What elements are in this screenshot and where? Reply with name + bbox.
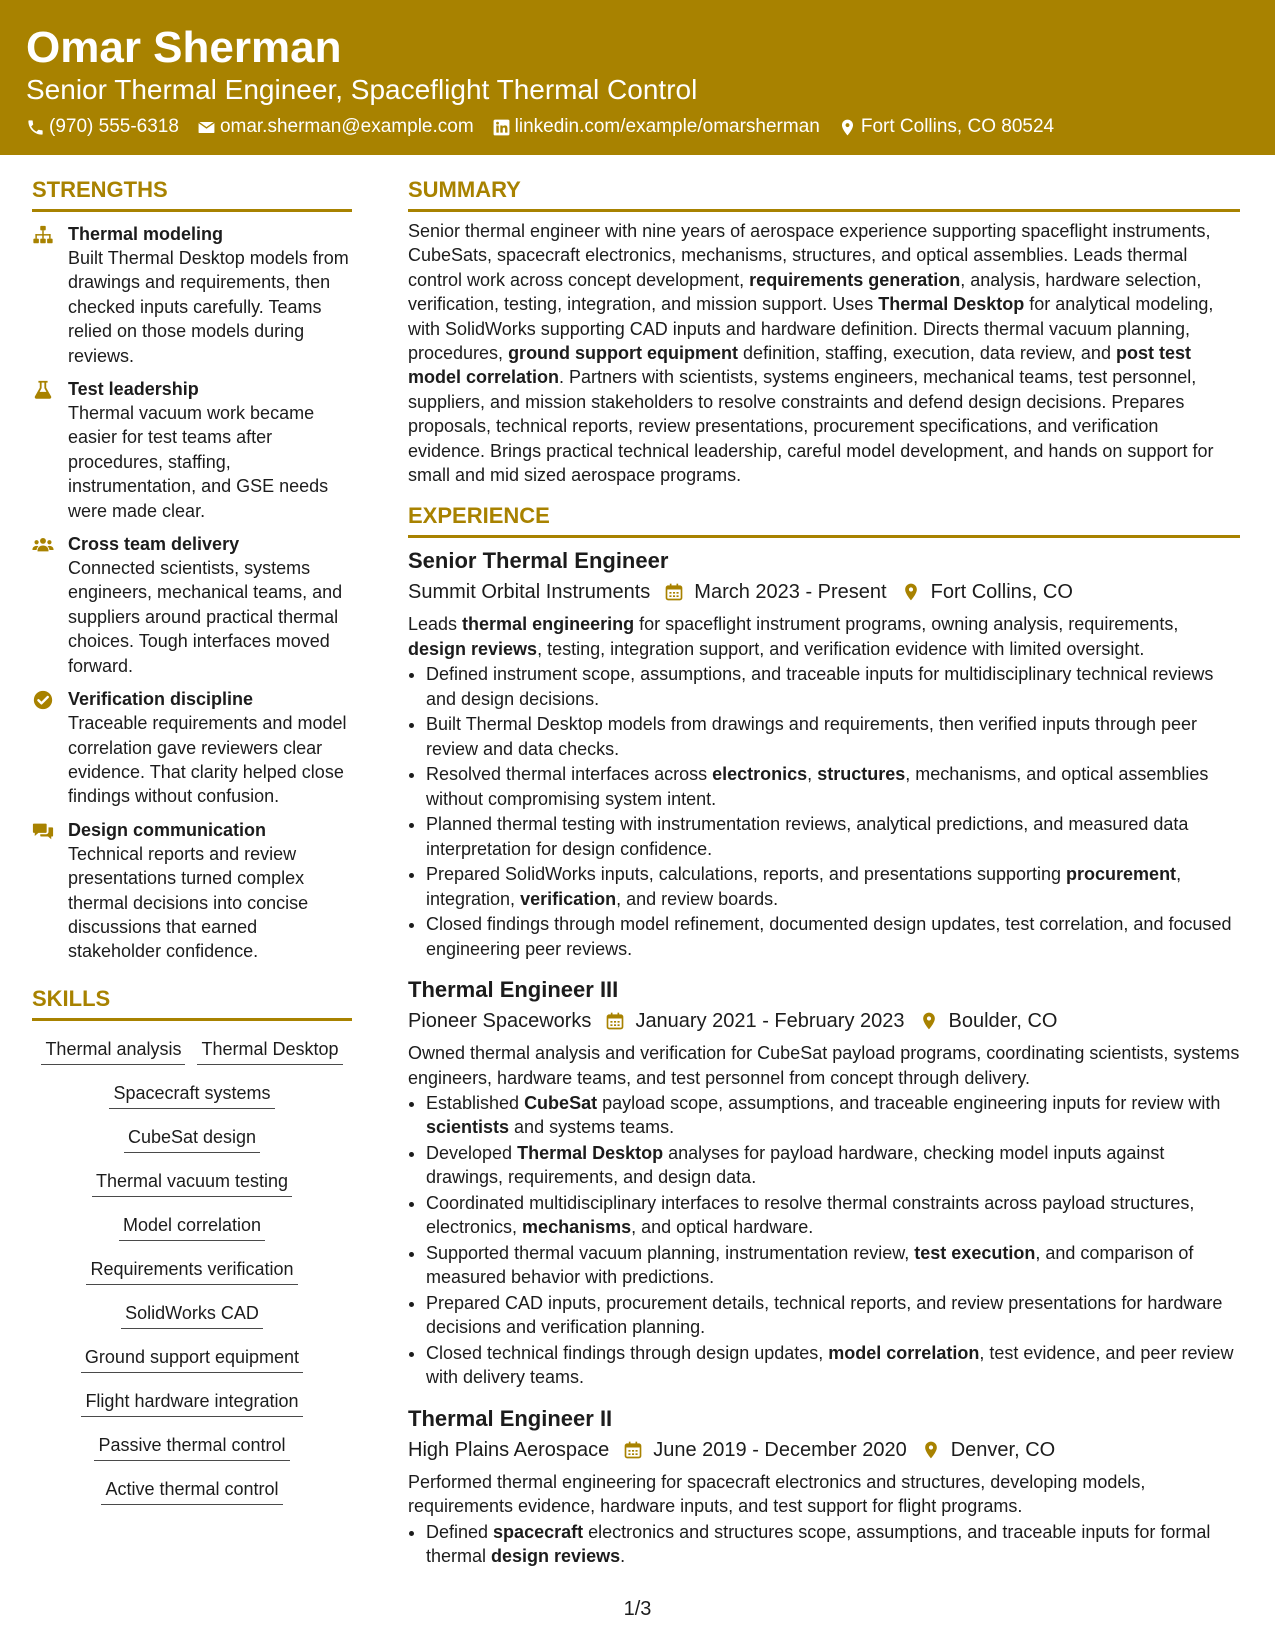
job-location: Boulder, CO <box>948 1010 1058 1033</box>
contact-linkedin[interactable] <box>492 115 820 139</box>
text-run: , and optical hardware. <box>631 1217 814 1238</box>
strength-item <box>32 532 352 678</box>
text-run: Built Thermal Desktop models from drawings and requirements, then verified inputs through peer review and data checks. <box>426 714 1198 759</box>
text-run: Leads <box>408 614 463 635</box>
strength-title: Verification discipline <box>68 689 254 710</box>
job-meta <box>408 1435 1240 1465</box>
strength-title: Test leadership <box>68 379 199 400</box>
summary-segment: . Partners with scientists, systems engineers, mechanical teams, test personnel, suppliers, and mission stakeholders to resolve constraints and defend design decisions. Prepares proposals, technical reports, review presentations, procurement specifications, and verification evidence. Brings practical technical leadership, careful model development, and hands on support for small and mid sized aerospace programs. <box>408 367 1214 486</box>
summary-keyword: requirements generation <box>749 269 961 290</box>
job-location-wrap <box>901 577 1073 607</box>
summary-segment: Senior thermal engineer with nine years of aerospace experience supporting spaceflight instruments, CubeSats, spacecraft electronics, mechanisms, structures, and optical assemblies. Leads thermal control work across concept development, <box>408 221 1211 290</box>
keyword: Thermal Desktop <box>517 1142 664 1163</box>
strength-description: Traceable requirements and model correlation gave reviewers clear evidence. That clarity helped close findings without confusion. <box>68 713 347 807</box>
job-meta <box>408 577 1240 607</box>
phone-number: (970) 555-6318 <box>49 116 179 137</box>
text-run: Coordinated multidisciplinary interfaces to resolve thermal constraints across payload structures, electronics, <box>426 1192 1195 1238</box>
keyword: structures <box>817 764 906 785</box>
text-run: Performed thermal engineering for spacecraft electronics and structures, developing models, requirements evidence, hardware inputs, and test support for flight programs. <box>408 1471 1146 1517</box>
text-run: Developed <box>426 1142 518 1163</box>
text-run: Prepared SolidWorks inputs, calculations, reports, and presentations supporting <box>426 864 1067 885</box>
skill-tag: Passive thermal control <box>94 1431 289 1461</box>
text-run: Prepared CAD inputs, procurement details, technical reports, and review presentations for hardware decisions and verification planning. <box>426 1292 1223 1338</box>
strengths-heading: STRENGTHS <box>32 175 352 212</box>
location-text: Fort Collins, CO 80524 <box>860 116 1055 137</box>
calendar-icon <box>605 1011 625 1031</box>
skill-tag: Requirements verification <box>86 1255 297 1285</box>
right-column <box>408 175 1240 1570</box>
keyword: procurement <box>1066 864 1177 885</box>
text-run: electronics and structures scope, assumptions, and traceable inputs for formal thermal <box>426 1521 1211 1566</box>
keyword: model correlation <box>828 1342 980 1363</box>
job-company: Summit Orbital Instruments <box>408 581 651 604</box>
bullet-item <box>426 862 1240 911</box>
skill-tag: Model correlation <box>119 1211 265 1241</box>
candidate-title: Senior Thermal Engineer, Spaceflight Thermal Control <box>26 74 698 105</box>
summary-segment: definition, staffing, execution, data review, and <box>738 343 1116 364</box>
skills-heading: SKILLS <box>32 984 352 1021</box>
users-icon <box>32 534 54 556</box>
job-bullets <box>408 1520 1240 1569</box>
strength-item <box>32 222 352 368</box>
bullet-item <box>426 912 1240 961</box>
job-intro <box>408 1041 1240 1090</box>
text-run: and systems teams. <box>509 1117 675 1138</box>
resume-header <box>0 0 1275 155</box>
keyword: scientists <box>426 1117 510 1138</box>
experience-section <box>408 501 1240 1568</box>
experience-heading: EXPERIENCE <box>408 501 1240 538</box>
text-run: Owned thermal analysis and verification for CubeSat payload programs, coordinating scientists, systems engineers, hardware teams, and test personnel from concept through delivery. <box>408 1043 1240 1088</box>
keyword: design reviews <box>491 1545 621 1566</box>
bullet-item <box>426 1341 1240 1390</box>
text-run: , testing, integration support, and verification evidence with limited oversight. <box>537 638 1145 659</box>
summary-heading: SUMMARY <box>408 175 1240 212</box>
bullet-item <box>426 1191 1240 1240</box>
calendar-icon <box>623 1440 643 1460</box>
left-column <box>32 175 352 1513</box>
skills-section <box>32 984 352 1513</box>
text-run: Supported thermal vacuum planning, instrumentation review, <box>426 1242 915 1263</box>
bullet-item <box>426 812 1240 861</box>
bullet-item <box>426 1141 1240 1190</box>
skill-tag: Thermal vacuum testing <box>92 1167 292 1197</box>
bullet-item <box>426 712 1240 761</box>
keyword: spacecraft <box>493 1521 584 1542</box>
keyword: CubeSat <box>524 1092 598 1113</box>
job-location: Fort Collins, CO <box>930 581 1073 604</box>
email-link[interactable]: omar.sherman@example.com <box>219 116 474 137</box>
job-dates-wrap <box>623 1435 907 1465</box>
comments-icon <box>32 820 54 842</box>
job-location: Denver, CO <box>950 1438 1056 1461</box>
map-pin-icon <box>921 1440 941 1460</box>
strength-description: Technical reports and review presentations turned complex thermal decisions into concise discussions that earned stakeholder confidence. <box>68 843 309 962</box>
linkedin-icon <box>492 118 511 137</box>
check-circle-icon <box>32 689 54 711</box>
text-run: for spaceflight instrument programs, owning analysis, requirements, <box>634 614 1179 635</box>
job-dates: March 2023 - Present <box>694 581 887 604</box>
text-run: , mechanisms, and optical assemblies without compromising system intent. <box>426 764 1209 809</box>
job-bullets <box>408 1091 1240 1390</box>
strength-description: Connected scientists, systems engineers, mechanical teams, and suppliers around practical thermal choices. Tough interfaces moved forward. <box>68 558 343 676</box>
envelope-icon <box>197 118 216 137</box>
job-title: Senior Thermal Engineer <box>408 548 669 574</box>
strength-title: Cross team delivery <box>68 534 240 555</box>
keyword: thermal engineering <box>462 614 635 635</box>
text-run: , and review boards. <box>616 888 779 909</box>
contact-location <box>838 115 1054 139</box>
contact-bar <box>26 115 1072 139</box>
contact-email[interactable] <box>197 115 474 139</box>
bullet-item <box>426 1291 1240 1340</box>
job-title: Thermal Engineer II <box>408 1405 613 1431</box>
summary-text <box>408 219 1240 487</box>
contact-phone <box>26 115 179 139</box>
job-dates: June 2019 - December 2020 <box>653 1438 907 1461</box>
text-run: Closed technical findings through design updates, <box>426 1342 829 1363</box>
job-location-wrap <box>919 1006 1058 1036</box>
skills-list <box>32 1029 352 1513</box>
job-entry <box>408 1404 1240 1569</box>
job-title: Thermal Engineer III <box>408 977 619 1003</box>
keyword: design reviews <box>408 638 538 659</box>
candidate-name: Omar Sherman <box>26 23 342 72</box>
text-run: payload scope, assumptions, and traceable engineering inputs for review with <box>597 1092 1221 1113</box>
skill-tag: Active thermal control <box>101 1475 282 1505</box>
job-intro <box>408 1470 1240 1519</box>
summary-segment: , analysis, hardware selection, verification, testing, integration, and mission support. Uses <box>408 269 1202 315</box>
summary-section <box>408 175 1240 487</box>
keyword: verification <box>520 888 617 909</box>
strength-description: Thermal vacuum work became easier for test teams after procedures, staffing, instrumentation, and GSE needs were made clear. <box>68 403 329 521</box>
job-entry <box>408 975 1240 1390</box>
job-dates: January 2021 - February 2023 <box>635 1010 905 1033</box>
text-run: Resolved thermal interfaces across <box>426 764 713 785</box>
job-entry <box>408 546 1240 961</box>
job-intro <box>408 612 1240 661</box>
linkedin-link[interactable]: linkedin.com/example/omarsherman <box>514 116 820 137</box>
strengths-section <box>32 175 352 964</box>
strength-item <box>32 687 352 809</box>
text-run: , test evidence, and peer review with delivery teams. <box>426 1342 1234 1388</box>
text-run: , and comparison of measured behavior with predictions. <box>426 1242 1194 1288</box>
keyword: mechanisms <box>522 1217 632 1238</box>
keyword: electronics <box>712 764 808 785</box>
job-bullets <box>408 662 1240 961</box>
skill-tag: Spacecraft systems <box>109 1079 274 1109</box>
map-pin-icon <box>901 582 921 602</box>
calendar-icon <box>664 582 684 602</box>
flask-icon <box>32 379 54 401</box>
summary-keyword: Thermal Desktop <box>878 294 1025 315</box>
summary-segment: for analytical modeling, with SolidWorks supporting CAD inputs and hardware definition. Directs thermal vacuum planning, procedures, <box>408 294 1214 364</box>
job-location-wrap <box>921 1435 1055 1465</box>
job-meta <box>408 1006 1240 1036</box>
text-run: Established <box>426 1092 525 1113</box>
map-pin-icon <box>838 118 857 137</box>
job-list <box>408 546 1240 1568</box>
text-run: . <box>620 1545 626 1566</box>
bullet-item <box>426 762 1240 811</box>
skill-tag: Flight hardware integration <box>81 1387 302 1417</box>
strength-description: Built Thermal Desktop models from drawings and requirements, then checked inputs carefully. Teams relied on those models during reviews. <box>68 248 349 366</box>
skill-tag: CubeSat design <box>124 1123 260 1153</box>
job-dates-wrap <box>605 1006 904 1036</box>
keyword: test execution <box>914 1242 1036 1263</box>
job-dates-wrap <box>664 577 886 607</box>
bullet-item <box>426 662 1240 711</box>
summary-keyword: post test model correlation <box>408 343 1191 388</box>
skill-tag: Thermal Desktop <box>197 1035 342 1065</box>
text-run: Planned thermal testing with instrumentation reviews, analytical predictions, and measured data interpretation for design confidence. <box>426 814 1189 859</box>
bullet-item <box>426 1091 1240 1140</box>
strength-item <box>32 818 352 964</box>
map-pin-icon <box>919 1011 939 1031</box>
strength-title: Design communication <box>68 819 267 840</box>
phone-icon <box>26 118 45 137</box>
summary-keyword: ground support equipment <box>508 343 739 364</box>
skill-tag: Thermal analysis <box>41 1035 185 1065</box>
text-run: Closed findings through model refinement, documented design updates, test correlation, and focused engineering peer reviews. <box>426 914 1232 959</box>
text-run: Defined instrument scope, assumptions, and traceable inputs for multidisciplinary technical reviews and design decisions. <box>426 664 1214 709</box>
text-run: , <box>807 764 818 785</box>
job-company: Pioneer Spaceworks <box>408 1010 592 1033</box>
strength-title: Thermal modeling <box>68 224 224 244</box>
skill-tag: SolidWorks CAD <box>121 1299 263 1329</box>
strength-item <box>32 377 352 523</box>
org-chart-icon <box>32 224 54 246</box>
bullet-item <box>426 1241 1240 1290</box>
text-run: , integration, <box>426 864 1182 909</box>
bullet-item <box>426 1520 1240 1569</box>
text-run: analyses for payload hardware, checking model inputs against drawings, requirements, and design data. <box>426 1142 1165 1188</box>
text-run: Defined <box>426 1521 494 1542</box>
skill-tag: Ground support equipment <box>81 1343 303 1373</box>
job-company: High Plains Aerospace <box>408 1438 610 1461</box>
page-number: 1/3 <box>623 1598 652 1620</box>
